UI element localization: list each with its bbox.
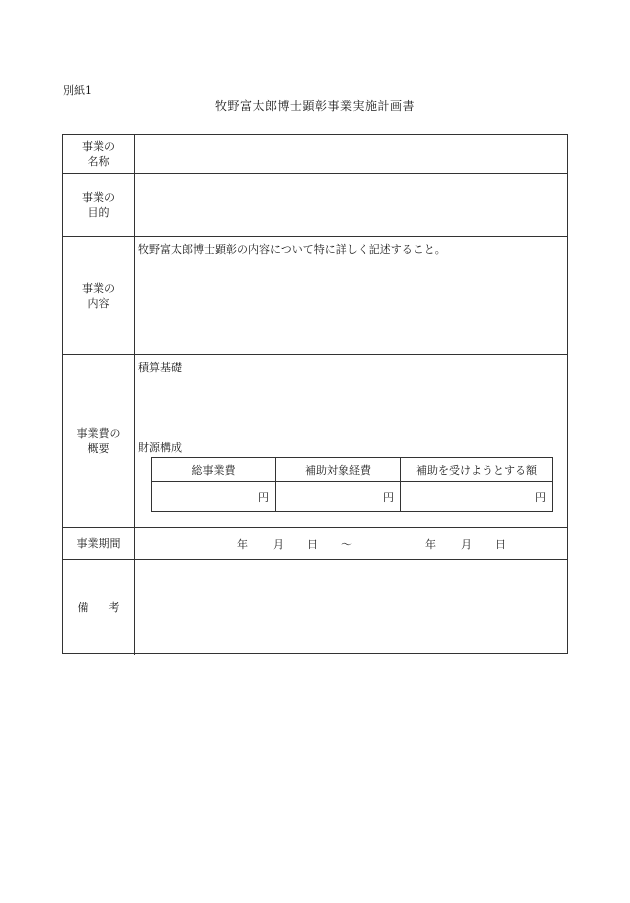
project-period-field[interactable] <box>135 528 567 559</box>
project-cost-field <box>135 355 567 527</box>
period-tilde: 〜 <box>341 537 352 551</box>
yen-unit: 円 <box>258 490 269 504</box>
yen-unit: 円 <box>383 490 394 504</box>
row-project-period <box>63 528 567 560</box>
label-project-name: 事業の 名称 <box>63 135 135 173</box>
funding-table <box>151 457 553 512</box>
remarks-field[interactable] <box>135 560 567 655</box>
header-requested-amount: 補助を受けようとする額 <box>401 458 552 482</box>
eligible-cost-field[interactable] <box>276 482 401 511</box>
start-year-unit: 年 <box>237 537 248 551</box>
end-day-unit: 日 <box>495 537 506 551</box>
header-total-cost: 総事業費 <box>152 458 276 482</box>
project-name-field[interactable] <box>135 135 567 173</box>
end-month-unit: 月 <box>461 537 472 551</box>
project-content-field[interactable] <box>135 237 567 354</box>
start-month-unit: 月 <box>273 537 284 551</box>
page-title: 牧野富太郎博士顕彰事業実施計画書 <box>214 99 415 113</box>
plan-form-table <box>62 134 568 654</box>
start-day-unit: 日 <box>307 537 318 551</box>
label-project-cost: 事業費の 概要 <box>63 355 135 527</box>
label-project-content: 事業の 内容 <box>63 237 135 354</box>
total-cost-field[interactable] <box>152 482 276 511</box>
label-project-period: 事業期間 <box>63 528 135 559</box>
row-project-name <box>63 135 567 174</box>
row-project-cost <box>63 355 567 528</box>
label-remarks: 備考 <box>63 560 135 655</box>
header-eligible-cost: 補助対象経費 <box>276 458 401 482</box>
yen-unit: 円 <box>535 490 546 504</box>
end-year-unit: 年 <box>425 537 436 551</box>
row-remarks <box>63 560 567 655</box>
content-instruction: 牧野富太郎博士顕彰の内容について特に詳しく記述すること。 <box>138 243 446 256</box>
basis-label: 積算基礎 <box>138 361 182 374</box>
row-project-purpose <box>63 174 567 237</box>
row-project-content <box>63 237 567 355</box>
project-purpose-field[interactable] <box>135 174 567 236</box>
funding-label: 財源構成 <box>138 441 182 454</box>
annex-label: 別紙1 <box>63 84 92 97</box>
label-project-purpose: 事業の 目的 <box>63 174 135 236</box>
requested-amount-field[interactable] <box>401 482 552 511</box>
